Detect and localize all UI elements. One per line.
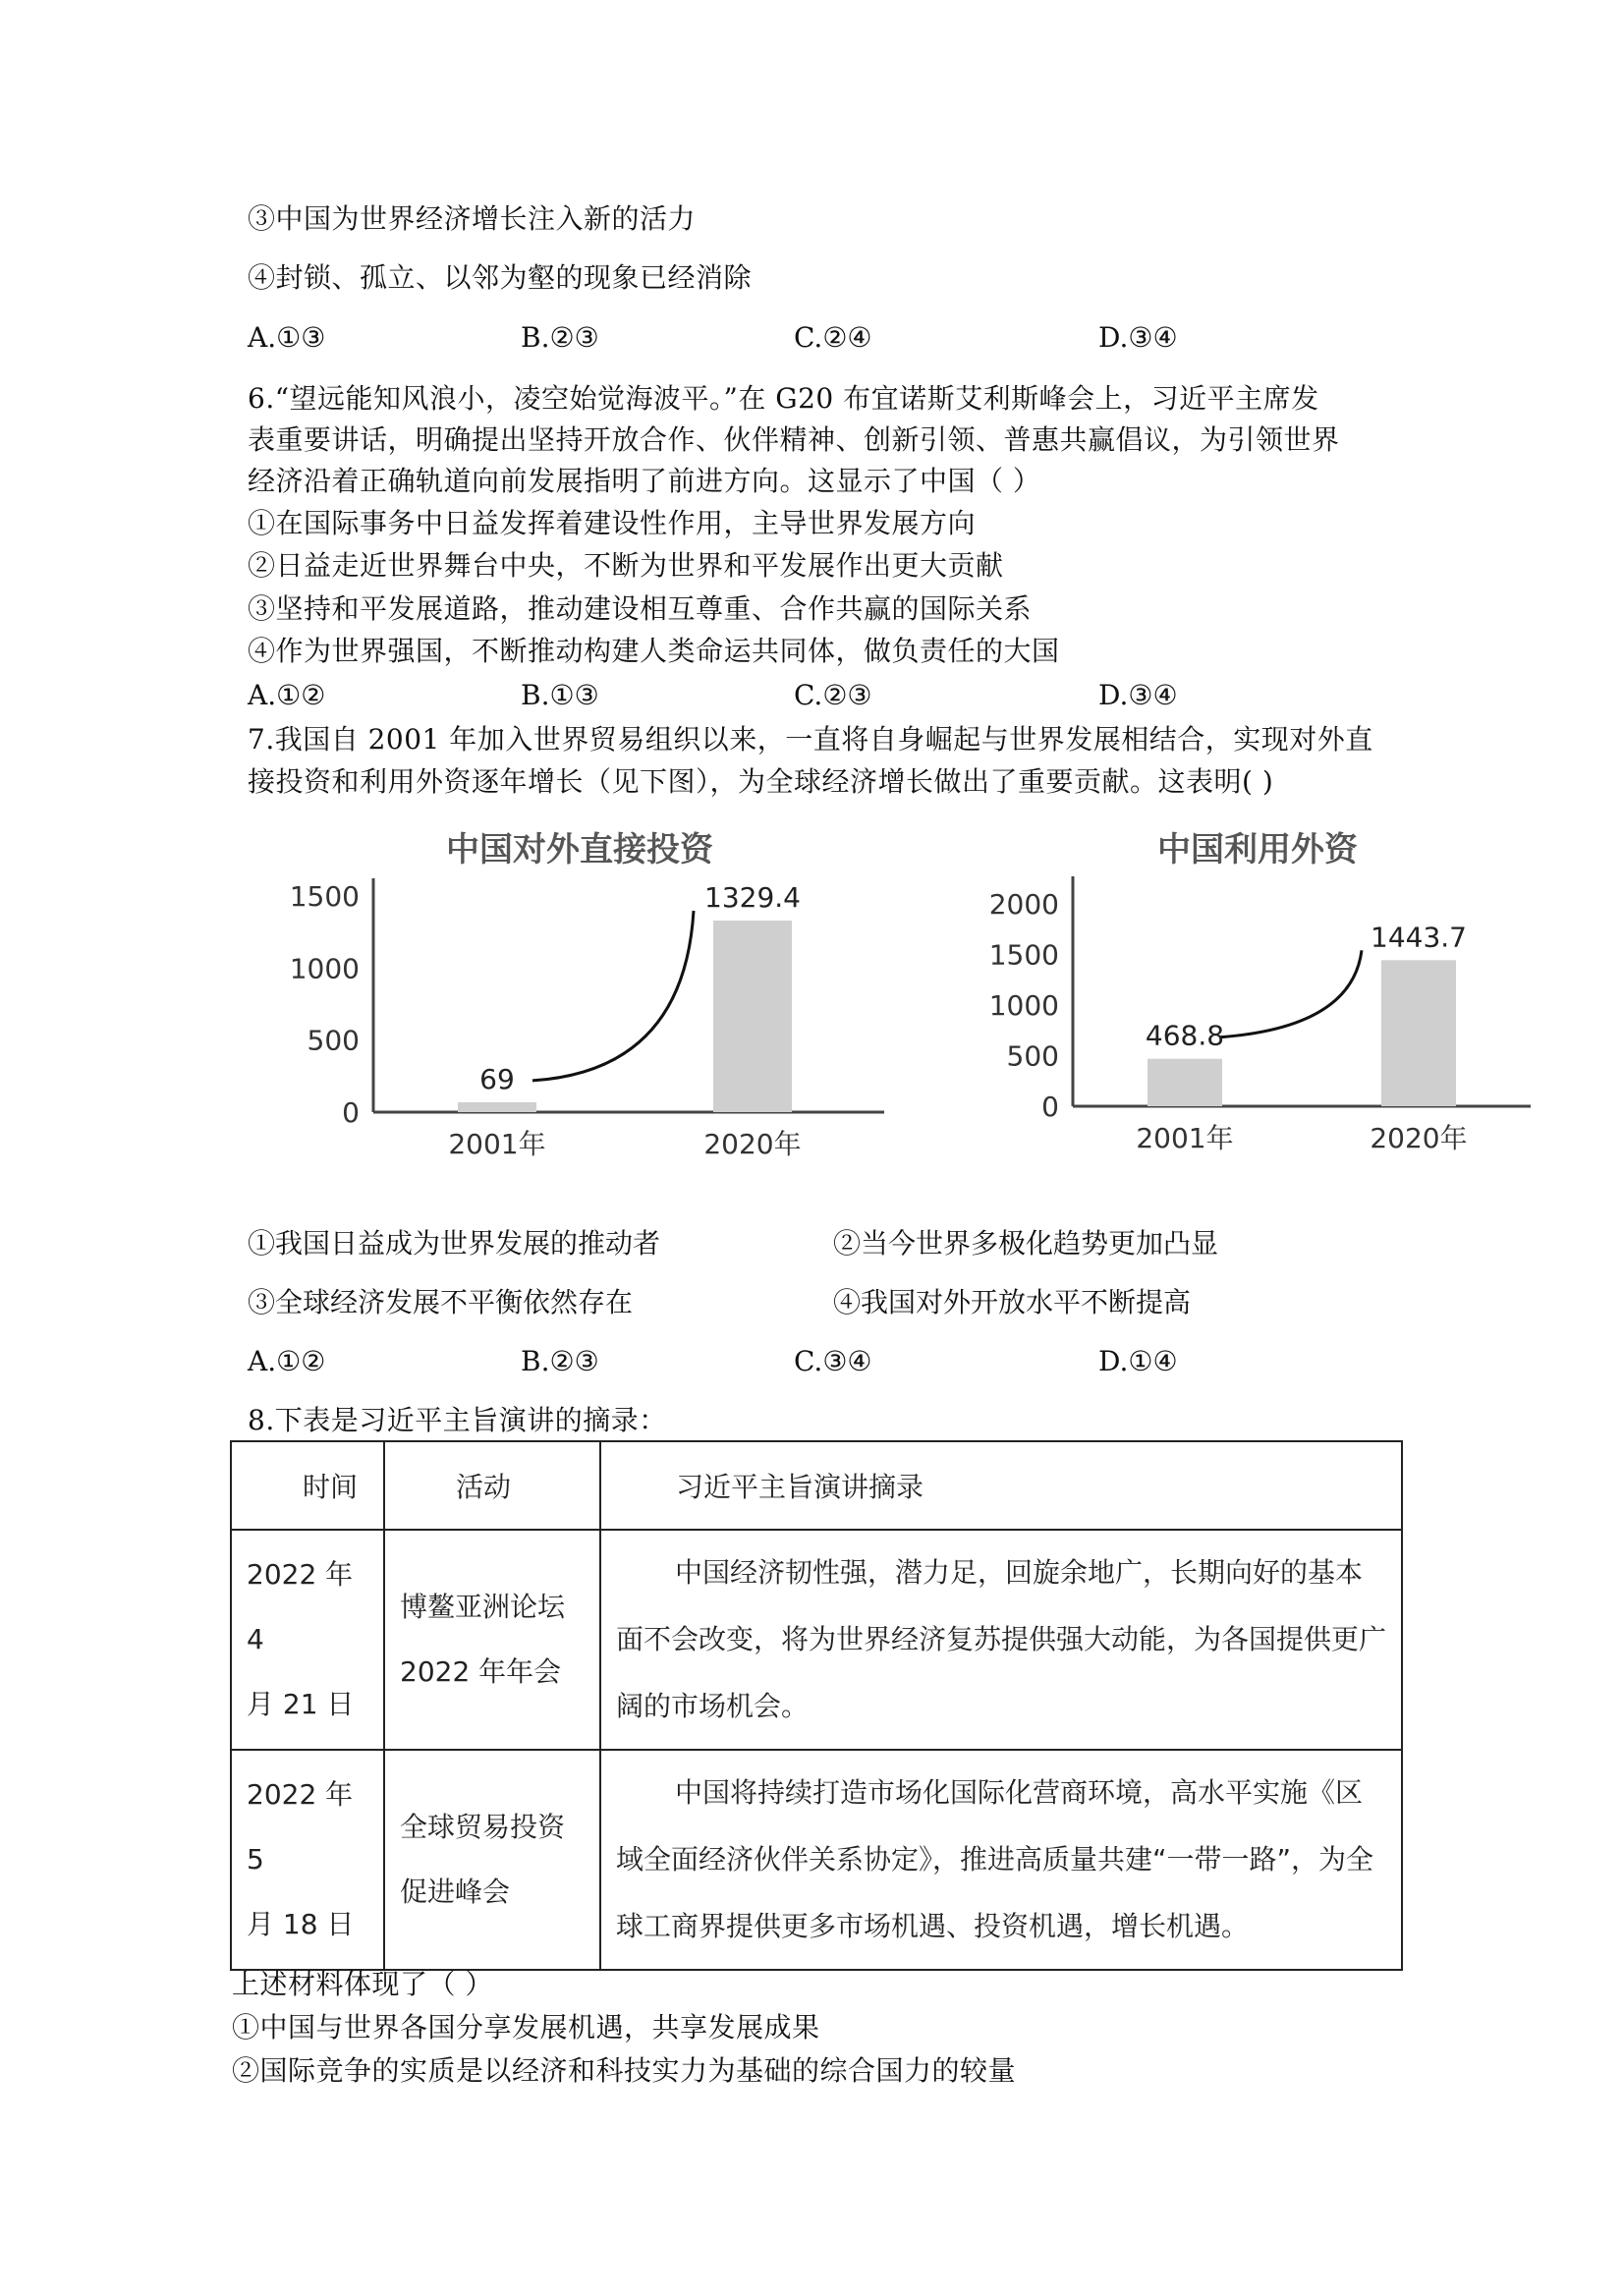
event-line: 博鳌亚洲论坛 [400,1591,566,1623]
q7-item-2: ②当今世界多极化趋势更加凸显 [833,1227,1219,1260]
bar-2020 [713,921,792,1112]
y-tick-label: 1000 [988,989,1059,1022]
y-tick-label: 500 [1006,1039,1059,1073]
q7-item-3: ③全球经济发展不平衡依然存在 [248,1286,634,1318]
q8-after: 上述材料体现了（ ） [232,1968,493,2000]
bar-2020 [1381,960,1456,1106]
data-label-2001: 468.8 [1145,1019,1225,1052]
chart-title: 中国对外直接投资 [446,830,713,869]
date-line: 月 18 日 [247,1908,355,1940]
growth-curve [1220,950,1362,1036]
table-row [231,1530,1402,1750]
q6-stem-line-3: 经济沿着正确轨道向前发展指明了前进方向。这显示了中国（ ） [248,465,1041,497]
date-line: 月 21 日 [247,1688,355,1720]
data-label-2020: 1329.4 [704,881,801,915]
y-tick-label: 1000 [289,952,360,985]
row-excerpt: 中国经济韧性强，潜力足，回旋余地广，长期向好的基本面不会改变，将为世界经济复苏提供强大动能，为各国提供更广阔的市场机会。 [616,1556,1387,1722]
header-time: 时间 [231,1441,384,1530]
q7-stem-line-1: 7.我国自 2001 年加入世界贸易组织以来，一直将自身崛起与世界发展相结合，实现对外直 [248,723,1373,756]
q7-item-4: ④我国对外开放水平不断提高 [833,1286,1192,1318]
row-date [233,1542,382,1737]
q8-item-2: ②国际竞争的实质是以经济和科技实力为基础的综合国力的较量 [232,2054,1017,2087]
row-date [233,1763,382,1957]
q6-option-a: A.①② [248,679,326,711]
y-tick-label: 0 [342,1096,360,1129]
row-event [386,1575,598,1705]
q6-stem-line-2: 表重要讲话，明确提出坚持开放合作、伙伴精神、创新引领、普惠共赢倡议，为引领世界 [248,423,1340,456]
data-label-2001: 69 [479,1062,515,1095]
x-tick-label: 2001年 [448,1128,546,1160]
y-tick-label: 500 [307,1024,360,1057]
chart-foreign-capital [943,815,1552,1179]
chart-title: 中国利用外资 [1157,830,1358,869]
y-tick-label: 1500 [988,938,1059,972]
q5-option-c: C.②④ [794,321,872,354]
x-tick-label: 2020年 [703,1128,802,1160]
y-tick-label: 0 [1041,1091,1059,1123]
row-excerpt: 中国将持续打造市场化国际化营商环境，高水平实施《区域全面经济伙伴关系协定》，推进高质量共建“一带一路”，为全球工商界提供更多市场机遇、投资机遇，增长机遇。 [616,1776,1374,1942]
table-header-row [231,1441,1402,1530]
table-row [231,1750,1402,1970]
event-line: 2022 年年会 [400,1655,562,1688]
q7-stem-line-2: 接投资和利用外资逐年增长（见下图），为全球经济增长做出了重要贡献。这表明( ) [248,765,1274,798]
event-line: 全球贸易投资 [400,1811,566,1843]
q7-option-c: C.③④ [794,1345,872,1377]
q5-option-b: B.②③ [521,321,599,354]
q7-option-d: D.①④ [1098,1345,1178,1377]
header-activity: 活动 [384,1441,600,1530]
x-tick-label: 2001年 [1136,1122,1234,1154]
bar-2001 [1147,1059,1222,1106]
q6-option-d: D.③④ [1098,679,1178,711]
y-tick-label: 1500 [289,880,360,913]
q5-option-d: D.③④ [1098,321,1178,354]
q6-stem-line-1: 6.“望远能知风浪小，凌空始觉海波平。”在 G20 布宜诺斯艾利斯峰会上，习近平主席发 [248,382,1319,415]
event-line: 促进峰会 [400,1876,511,1908]
q6-item-1: ①在国际事务中日益发挥着建设性作用，主导世界发展方向 [248,507,977,539]
y-tick-label: 2000 [988,888,1059,921]
q5-item-3: ③中国为世界经济增长注入新的活力 [248,202,697,235]
header-excerpt: 习近平主旨演讲摘录 [600,1441,1402,1530]
q5-option-a: A.①③ [248,321,326,354]
data-label-2020: 1443.7 [1371,921,1467,954]
speech-excerpt-table [230,1440,1403,1971]
q8-item-1: ①中国与世界各国分享发展机遇，共享发展成果 [232,2011,820,2044]
row-event [386,1795,598,1925]
q7-option-b: B.②③ [521,1345,599,1377]
date-line: 2022 年 5 [247,1778,354,1876]
q6-option-b: B.①③ [521,679,599,711]
x-tick-label: 2020年 [1370,1122,1468,1154]
growth-curve [532,911,694,1081]
q6-option-c: C.②③ [794,679,872,711]
q7-item-1: ①我国日益成为世界发展的推动者 [248,1227,661,1260]
chart-outward-investment [246,815,914,1179]
bar-2001 [458,1102,536,1112]
q6-item-2: ②日益走近世界舞台中央，不断为世界和平发展作出更大贡献 [248,549,1004,582]
q6-item-3: ③坚持和平发展道路，推动建设相互尊重、合作共赢的国际关系 [248,592,1033,625]
date-line: 2022 年 4 [247,1558,354,1655]
q7-option-a: A.①② [248,1345,326,1377]
q8-stem: 8.下表是习近平主旨演讲的摘录： [248,1404,667,1436]
q5-item-4: ④封锁、孤立、以邻为壑的现象已经消除 [248,261,753,294]
q6-item-4: ④作为世界强国，不断推动构建人类命运共同体，做负责任的大国 [248,635,1060,667]
